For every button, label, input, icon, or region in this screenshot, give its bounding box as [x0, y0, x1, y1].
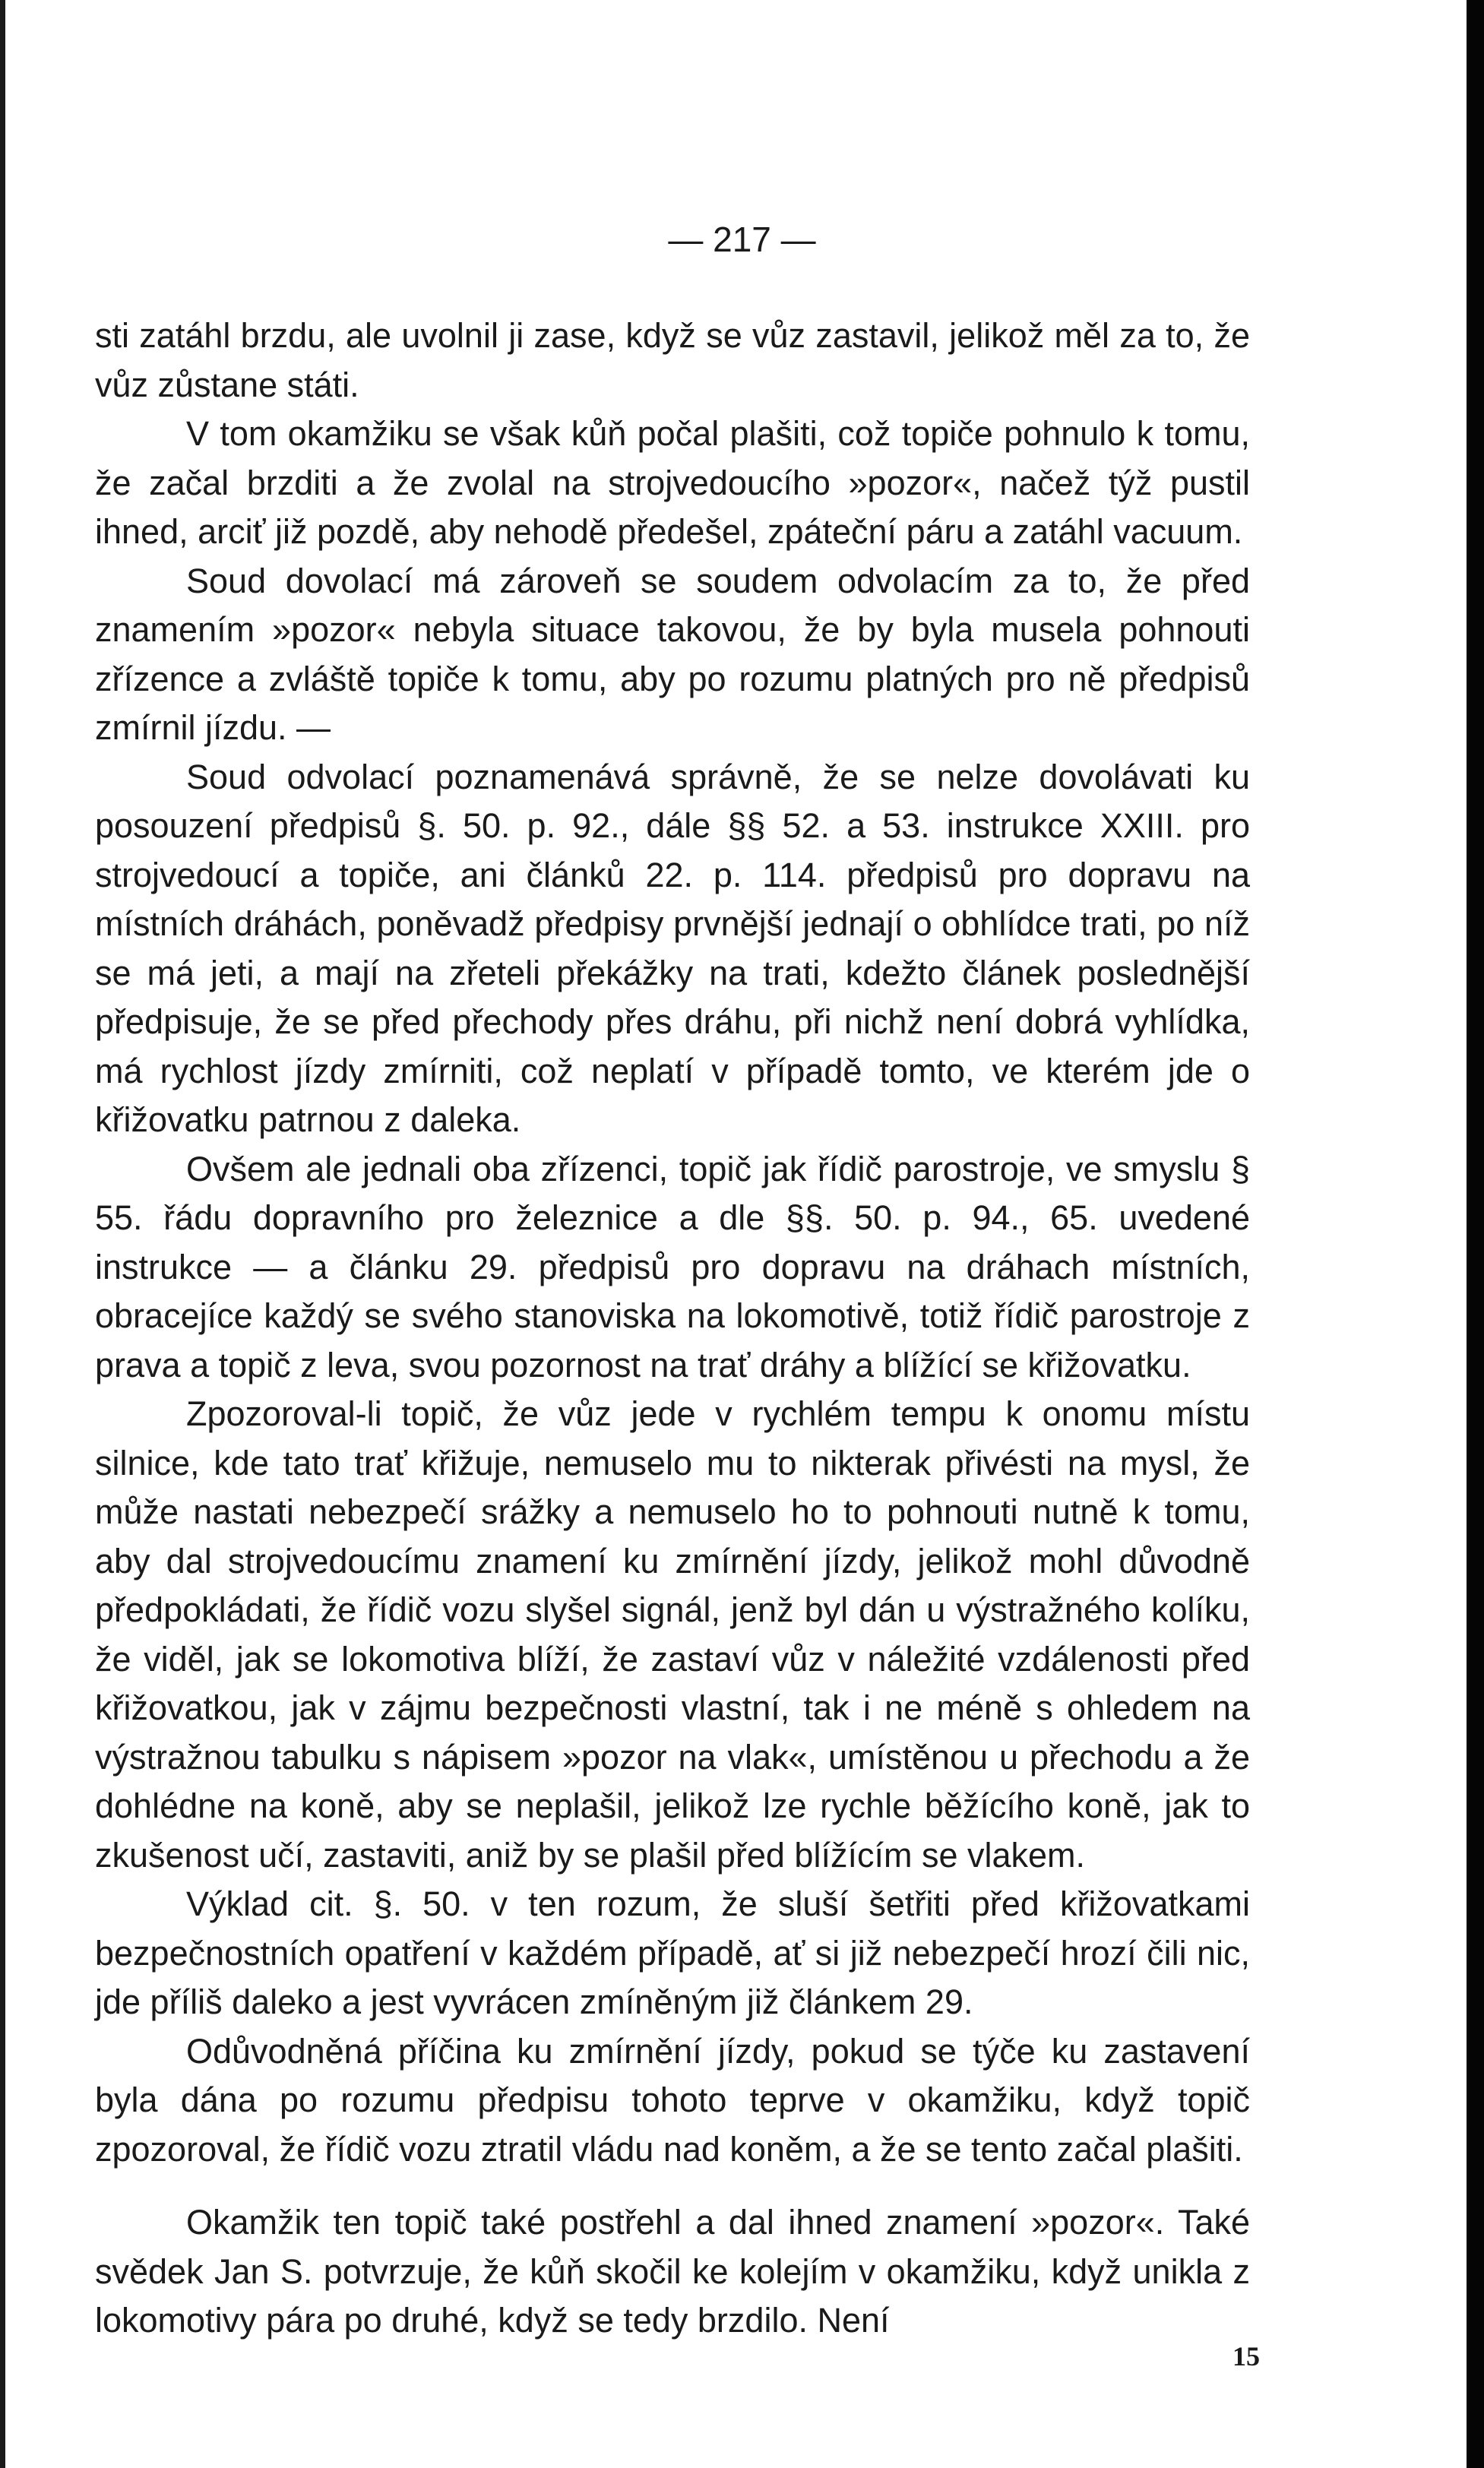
- printer-signature-mark: 15: [1232, 2341, 1260, 2371]
- paragraph: Odůvodněná příčina ku zmírnění jízdy, pokud se týče ku zastavení byla dána po rozumu předpisu tohoto teprve v okamžiku, když topič zpozoroval, že řídič vozu ztratil vládu nad koněm, a že se tento začal plašiti.: [95, 2031, 1250, 2169]
- left-page-edge: [0, 0, 5, 2468]
- paragraph: Okamžik ten topič také postřehl a dal ihned znamení »pozor«. Také svědek Jan S. potvrzuje, že kůň skočil ke kolejím v okamžiku, když unikla z lokomotivy pára po druhé, když se tedy brzdilo. Není: [95, 2203, 1250, 2340]
- paragraph: Ovšem ale jednali oba zřízenci, topič jak řídič parostroje, ve smyslu § 55. řádu dopravního pro železnice a dle §§. 50. p. 94., 65. uvedené instrukce — a článku 29. předpisů pro dopravu na dráhach místních, obracejíce každý se svého stanoviska na lokomotivě, totiž řídič parostroje z prava a topič z leva, svou pozornost na trať dráhy a blížící se křižovatku.: [95, 1149, 1250, 1384]
- paragraph: Soud odvolací poznamenává správně, že se nelze dovolávati ku posouzení předpisů §. 50. p. 92., dále §§ 52. a 53. instrukce XXIII. pro strojvedoucí a topiče, ani článků 22. p. 114. předpisů pro dopravu na místních dráhách, poněvadž předpisy prvnější jednají o obhlídce trati, po níž se má jeti, a mají na zřeteli překážky na trati, kdežto článek poslednější předpisuje, že se před přechody přes dráhu, při nichž není dobrá vyhlídka, má rychlost jízdy zmírniti, což neplatí v případě tomto, ve kterém jde o křižovatku patrnou z daleka.: [95, 757, 1250, 1139]
- body-text: [95, 312, 1250, 2346]
- page-number-header: — 217 —: [668, 220, 816, 259]
- paragraph: Soud dovolací má zároveň se soudem odvolacím za to, že před znamením »pozor« nebyla situace takovou, že by byla musela pohnouti zřízence a zvláště topiče k tomu, aby po rozumu platných pro ně předpisů zmírnil jízdu. —: [95, 561, 1250, 747]
- paragraph: Zpozoroval-li topič, že vůz jede v rychlém tempu k onomu místu silnice, kde tato trať křižuje, nemuselo mu to nikterak přivésti na mysl, že může nastati nebezpečí srážky a nemuselo ho to pohnouti nutně k tomu, aby dal strojvedoucímu znamení ku zmírnění jízdy, jelikož mohl důvodně předpokládati, že řídič vozu slyšel signál, jenž byl dán u výstražného kolíku, že viděl, jak se lokomotiva blíží, že zastaví vůz v náležité vzdálenosti před křižovatkou, jak v zájmu bezpečnosti vlastní, tak i ne méně s ohledem na výstražnou tabulku s nápisem »pozor na vlak«, umístěnou u přechodu a že dohlédne na koně, aby se neplašil, jelikož lze rychle běžícího koně, jak to zkušenost učí, zastaviti, aniž by se plašil před blížícím se vlakem.: [95, 1394, 1250, 1875]
- paragraph: V tom okamžiku se však kůň počal plašiti, což topiče pohnulo k tomu, že začal brzditi a že zvolal na strojvedoucího »pozor«, načež týž pustil ihned, arciť již pozdě, aby nehodě předešel, zpáteční páru a zatáhl vacuum.: [95, 414, 1250, 551]
- paragraph: Výklad cit. §. 50. v ten rozum, že sluší šetřiti před křižovatkami bezpečnostních opatření v každém případě, ať si již nebezpečí hrozí čili nic, jde příliš daleko a jest vyvrácen zmíněným již článkem 29.: [95, 1884, 1250, 2021]
- right-scan-border: [1467, 0, 1484, 2468]
- paragraph: sti zatáhl brzdu, ale uvolnil ji zase, když se vůz zastavil, jelikož měl za to, že vůz zůstane státi.: [95, 316, 1250, 404]
